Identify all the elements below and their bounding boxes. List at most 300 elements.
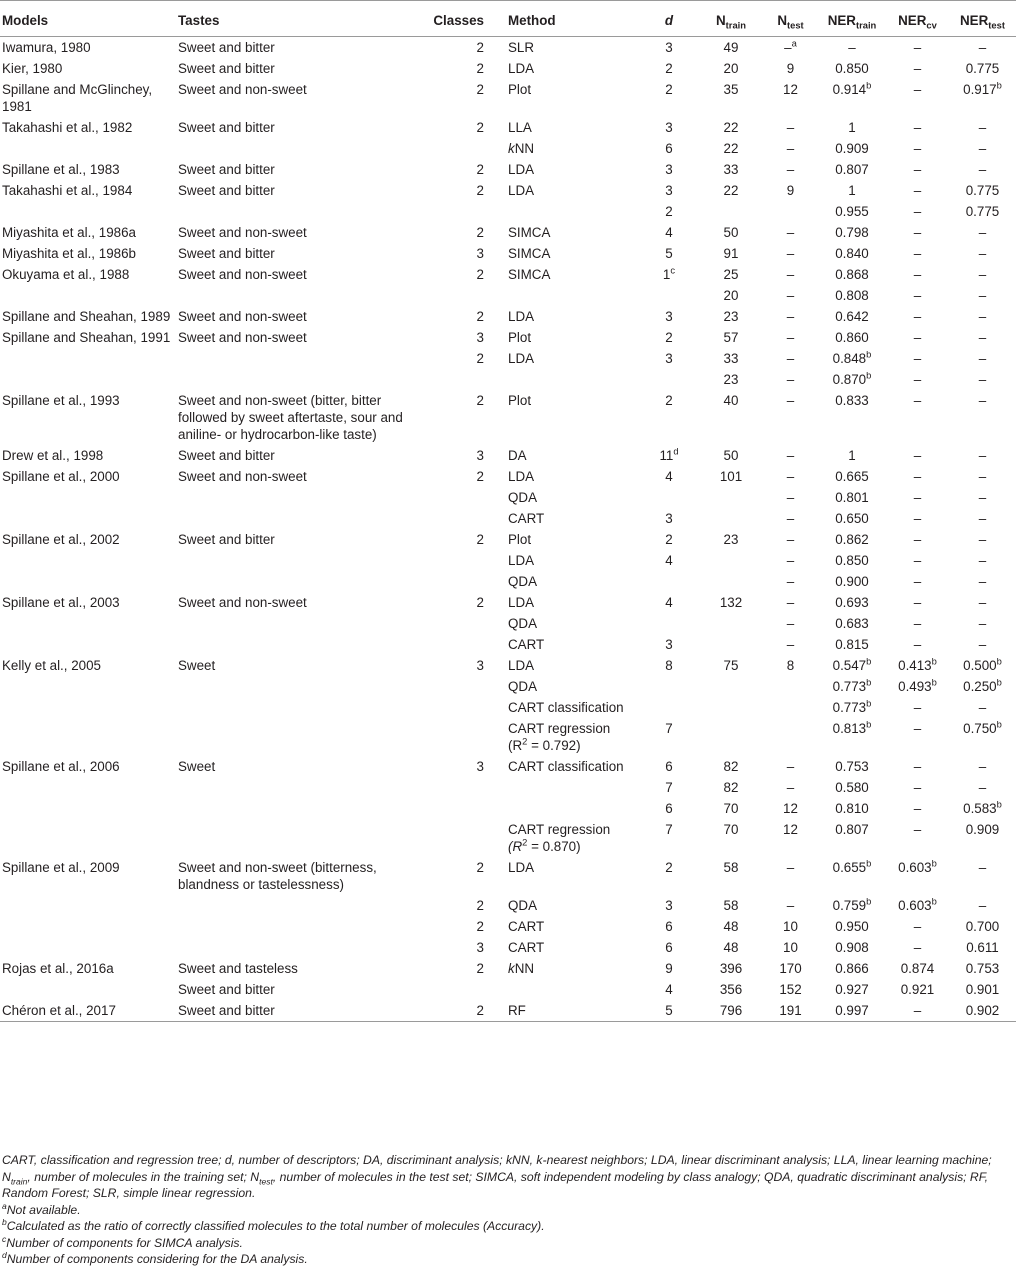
cell-method: CART classification [508, 700, 624, 715]
cell-method: QDA [508, 490, 538, 505]
cell-d: 2 [665, 204, 673, 219]
table-row [0, 327, 1016, 348]
cell-d: 2 [665, 82, 673, 97]
cell-nertrain: 0.840 [835, 246, 869, 261]
cell-classes: 2 [476, 1003, 484, 1018]
cell-classes [422, 508, 508, 529]
cell-taste [178, 369, 422, 390]
cell-nercv: – [913, 141, 922, 156]
cell-method [508, 285, 639, 306]
cell-method: LDA [508, 860, 535, 875]
cell-method: LDA [508, 469, 535, 484]
cell-model [0, 138, 178, 159]
cell-nercv: – [913, 469, 922, 484]
cell-nercv: – [913, 120, 922, 135]
footnote-c: $^c$Number of components for SIMCA analysis. [2, 1233, 243, 1250]
cell-nercv: 0.603$^b$ [898, 896, 937, 913]
table-row [0, 592, 1016, 613]
cell-ntrain: 23 [723, 532, 739, 547]
cell-ntrain: 396 [719, 961, 743, 976]
table-row [0, 718, 1016, 756]
cell-nercv: – [913, 616, 922, 631]
cell-d: 3 [665, 351, 673, 366]
cell-ntrain: 23 [723, 372, 739, 387]
cell-taste: Sweet and non-sweet [178, 82, 307, 97]
cell-model [0, 819, 178, 857]
table-row [0, 466, 1016, 487]
cell-classes: 3 [476, 658, 484, 673]
cell-classes: 2 [476, 225, 484, 240]
cell-ntest [763, 697, 818, 718]
cell-ntest: – [786, 595, 795, 610]
cell-d [639, 369, 699, 390]
cell-ntest: 10 [783, 940, 798, 955]
table-row [0, 37, 1016, 59]
cell-nercv: – [913, 372, 922, 387]
cell-taste [178, 550, 422, 571]
cell-classes [422, 697, 508, 718]
cell-classes: 2 [476, 469, 484, 484]
cell-nertrain: 0.866 [835, 961, 869, 976]
cell-ntrain: 91 [723, 246, 739, 261]
cell-nertest: 0.583$^b$ [963, 799, 1002, 816]
table-row [0, 550, 1016, 571]
cell-d: 3 [665, 40, 673, 55]
cell-ntest: – [786, 860, 795, 875]
table-row [0, 79, 1016, 117]
table-row [0, 445, 1016, 466]
cell-ntest: – [786, 372, 795, 387]
cell-method: CART [508, 637, 545, 652]
cell-d: 6 [665, 919, 673, 934]
cell-ntrain: 356 [719, 982, 743, 997]
table-row [0, 369, 1016, 390]
cell-nertrain: – [848, 40, 856, 55]
cell-classes [422, 571, 508, 592]
cell-ntrain: 49 [723, 40, 739, 55]
table-row [0, 916, 1016, 937]
cell-taste: Sweet and bitter [178, 246, 275, 261]
table-row [0, 634, 1016, 655]
cell-model: Rojas et al., 2016a [2, 961, 114, 976]
cell-taste: Sweet and bitter [178, 40, 275, 55]
cell-ntrain: 22 [723, 183, 739, 198]
cell-ntest: – [786, 448, 795, 463]
cell-nertest: – [978, 372, 987, 387]
cell-method [508, 777, 639, 798]
cell-nertrain: 0.798 [835, 225, 869, 240]
cell-d: 6 [665, 940, 673, 955]
cell-d: 11$^d$ [659, 446, 679, 463]
cell-nertest: – [978, 469, 987, 484]
cell-d [639, 487, 699, 508]
cell-d [639, 613, 699, 634]
cell-nertest: – [978, 225, 987, 240]
cell-ntrain: 22 [723, 120, 739, 135]
cell-classes: 2 [476, 393, 484, 408]
header-d: d [664, 13, 674, 28]
cell-nertrain: 0.642 [835, 309, 869, 324]
cell-classes: 2 [476, 309, 484, 324]
cell-taste [178, 508, 422, 529]
cell-taste: Sweet and bitter [178, 162, 275, 177]
cell-classes [422, 718, 508, 756]
cell-d: 3 [665, 898, 673, 913]
cell-method: CART [508, 940, 545, 955]
cell-d [639, 285, 699, 306]
cell-ntest: – [786, 309, 795, 324]
cell-nertest: 0.611 [966, 940, 999, 955]
cell-d [639, 697, 699, 718]
cell-taste [178, 819, 422, 857]
cell-method: CART [508, 511, 545, 526]
cell-nercv: – [913, 246, 922, 261]
cell-nertrain: 0.810 [835, 801, 869, 816]
table-row [0, 613, 1016, 634]
cell-ntest [763, 718, 818, 756]
cell-ntrain: 25 [723, 267, 739, 282]
cell-ntrain: 50 [723, 448, 739, 463]
cell-classes: 3 [476, 448, 484, 463]
cell-model: Okuyama et al., 1988 [2, 267, 130, 282]
cell-ntrain: 57 [723, 330, 739, 345]
cell-nertrain: 0.868 [835, 267, 869, 282]
cell-d: 6 [665, 141, 673, 156]
cell-nertest: – [978, 574, 987, 589]
cell-ntest: 10 [783, 919, 798, 934]
cell-ntrain: 35 [723, 82, 739, 97]
cell-ntrain [699, 550, 763, 571]
cell-ntest: – [786, 637, 795, 652]
cell-ntest: – [786, 574, 795, 589]
cell-method: LDA [508, 309, 535, 324]
header-tastes: Tastes [178, 13, 220, 28]
cell-method: kNN [508, 141, 535, 156]
cell-nercv: – [913, 700, 922, 715]
cell-classes: 2 [476, 898, 484, 913]
cell-ntest: 170 [779, 961, 802, 976]
cell-ntrain [699, 634, 763, 655]
cell-model: Spillane et al., 2002 [2, 532, 120, 547]
cell-method: LDA [508, 595, 535, 610]
footnote-b: $^b$Calculated as the ratio of correctly classified molecules to the total number of molecules (Accuracy). [2, 1216, 545, 1233]
cell-nertest: 0.250$^b$ [963, 677, 1002, 694]
cell-nertrain: 0.870$^b$ [832, 370, 872, 387]
cell-ntest: –$^a$ [784, 38, 797, 55]
cell-nertest: – [978, 288, 987, 303]
cell-nertrain: 0.909 [835, 141, 869, 156]
cell-nertest: – [978, 162, 987, 177]
cell-nercv: – [913, 721, 922, 736]
cell-nertrain: 0.955 [835, 204, 869, 219]
cell-nertrain: 0.850 [835, 61, 869, 76]
cell-ntrain: 75 [723, 658, 739, 673]
cell-nertrain: 1 [848, 448, 856, 463]
cell-nertrain: 0.850 [835, 553, 869, 568]
table-row [0, 58, 1016, 79]
cell-model [0, 777, 178, 798]
cell-method: QDA [508, 898, 538, 913]
cell-classes [422, 819, 508, 857]
cell-d: 2 [665, 860, 673, 875]
header-nertrain: $NER_{train}$ [827, 13, 877, 31]
cell-nertrain: 0.813$^b$ [832, 719, 872, 736]
cell-ntest: 12 [783, 822, 798, 837]
cell-d: 7 [665, 721, 673, 736]
cell-ntrain [699, 508, 763, 529]
cell-nertest: – [978, 511, 987, 526]
table-body [0, 37, 1016, 1022]
cell-d: 2 [665, 61, 673, 76]
cell-method: QDA [508, 679, 538, 694]
table-row [0, 138, 1016, 159]
cell-ntrain [699, 571, 763, 592]
table-row [0, 180, 1016, 201]
cell-ntest: – [786, 553, 795, 568]
cell-ntest: – [786, 511, 795, 526]
header-ntest: $N_{test}$ [777, 13, 804, 31]
table-row [0, 571, 1016, 592]
cell-model: Drew et al., 1998 [2, 448, 104, 463]
cell-nertest: 0.753 [965, 961, 1000, 976]
cell-taste: Sweet and bitter [178, 183, 275, 198]
cell-ntest: 191 [779, 1003, 802, 1018]
table-row [0, 264, 1016, 285]
cell-nertest: – [978, 553, 987, 568]
cell-nercv: – [913, 940, 922, 955]
cell-nertrain: 1 [848, 120, 856, 135]
cell-model: Chéron et al., 2017 [2, 1003, 116, 1018]
cell-classes: 3 [476, 330, 484, 345]
cell-model: Spillane and Sheahan, 1989 [2, 309, 171, 324]
cell-ntrain: 22 [723, 141, 739, 156]
cell-ntrain: 48 [723, 919, 739, 934]
cell-classes [422, 369, 508, 390]
cell-classes: 2 [476, 532, 484, 547]
cell-taste: Sweet and non-sweet [178, 267, 307, 282]
cell-taste: Sweet [178, 759, 216, 774]
cell-nertest: – [978, 780, 987, 795]
cell-nertrain: 0.914$^b$ [832, 80, 872, 97]
cell-nertrain: 0.927 [835, 982, 869, 997]
cell-nercv: – [913, 288, 922, 303]
header-models: Models [2, 13, 49, 28]
cell-method: CART regression $(R^2 = 0.792)$ [508, 721, 611, 753]
cell-model: Spillane et al., 2006 [2, 759, 120, 774]
cell-ntrain [699, 201, 763, 222]
cell-nercv: – [913, 780, 922, 795]
cell-nertest: 0.775 [965, 183, 1000, 198]
cell-nertrain: 0.997 [835, 1003, 869, 1018]
cell-model [0, 697, 178, 718]
cell-method: Plot [508, 393, 532, 408]
cell-classes: 2 [476, 860, 484, 875]
cell-model [0, 201, 178, 222]
cell-taste [178, 697, 422, 718]
cell-method: LDA [508, 183, 535, 198]
cell-classes [422, 798, 508, 819]
cell-nertrain: 0.862 [835, 532, 869, 547]
cell-nertest: – [978, 309, 987, 324]
cell-classes: 2 [476, 267, 484, 282]
cell-nertest: – [978, 490, 987, 505]
cell-model [0, 895, 178, 916]
cell-d: 3 [665, 309, 673, 324]
cell-nertrain: 0.801 [835, 490, 869, 505]
cell-nercv: – [913, 919, 922, 934]
r-squared-note: $(R^2 = 0.792)$ [508, 736, 581, 753]
cell-nertrain: 0.580 [835, 780, 869, 795]
cell-d: 7 [665, 822, 673, 837]
cell-nercv: – [913, 40, 922, 55]
cell-nercv: – [913, 532, 922, 547]
cell-classes [422, 550, 508, 571]
cell-nertest: 0.775 [965, 204, 1000, 219]
cell-ntest: – [786, 288, 795, 303]
cell-ntest: 9 [786, 183, 795, 198]
cell-nercv: – [913, 393, 922, 408]
cell-taste [178, 937, 422, 958]
cell-ntrain: 70 [723, 801, 739, 816]
cell-nertrain: 0.815 [835, 637, 869, 652]
cell-ntest: 9 [786, 61, 795, 76]
cell-ntest: – [786, 490, 795, 505]
cell-nertest: 0.750$^b$ [963, 719, 1002, 736]
cell-model [0, 508, 178, 529]
cell-nercv: – [913, 574, 922, 589]
table-row [0, 857, 1016, 895]
cell-method: CART classification [508, 759, 624, 774]
cell-classes: 3 [476, 246, 484, 261]
cell-taste: Sweet and bitter [178, 1003, 275, 1018]
cell-nertrain: 0.665 [835, 469, 869, 484]
cell-ntest: – [786, 162, 795, 177]
cell-nertrain: 0.773$^b$ [832, 698, 872, 715]
table-row [0, 1000, 1016, 1022]
cell-model: Takahashi et al., 1984 [2, 183, 133, 198]
cell-taste [178, 895, 422, 916]
cell-model [0, 916, 178, 937]
cell-nertrain: 0.753 [835, 759, 869, 774]
header-row [0, 1, 1016, 37]
table-row [0, 243, 1016, 264]
cell-d: 5 [665, 1003, 673, 1018]
cell-taste [178, 138, 422, 159]
cell-ntest: 152 [779, 982, 802, 997]
cell-classes [422, 487, 508, 508]
cell-d: 4 [665, 225, 673, 240]
cell-nercv: – [913, 82, 922, 97]
cell-classes: 2 [476, 120, 484, 135]
cell-taste: Sweet and bitter [178, 982, 275, 997]
cell-ntest: – [786, 330, 795, 345]
header-method: Method [508, 13, 556, 28]
cell-taste [178, 348, 422, 369]
cell-ntrain: 48 [723, 940, 739, 955]
cell-nercv: – [913, 801, 922, 816]
cell-nertrain: 0.759$^b$ [832, 896, 872, 913]
cell-nertrain: 0.547$^b$ [832, 656, 872, 673]
cell-d: 8 [665, 658, 673, 673]
cell-nertrain: 0.655$^b$ [832, 858, 872, 875]
cell-method: LLA [508, 120, 532, 135]
cell-classes: 3 [476, 940, 484, 955]
cell-d: 2 [665, 532, 673, 547]
table-row [0, 979, 1016, 1000]
cell-taste: Sweet and bitter [178, 448, 275, 463]
table-row [0, 159, 1016, 180]
cell-model: Miyashita et al., 1986a [2, 225, 136, 240]
cell-method: SIMCA [508, 246, 551, 261]
cell-model: Kier, 1980 [2, 61, 63, 76]
cell-nertrain: 0.693 [835, 595, 869, 610]
cell-method [508, 798, 639, 819]
cell-ntrain: 20 [723, 61, 739, 76]
cell-nertrain: 0.908 [835, 940, 869, 955]
cell-ntrain: 796 [719, 1003, 743, 1018]
cell-classes: 3 [476, 759, 484, 774]
cell-taste: Sweet and non-sweet [178, 330, 307, 345]
cell-model: Spillane and Sheahan, 1991 [2, 330, 171, 345]
cell-ntrain [699, 613, 763, 634]
table-row [0, 937, 1016, 958]
table-row [0, 756, 1016, 777]
cell-nertrain: 0.833 [835, 393, 869, 408]
cell-taste [178, 777, 422, 798]
cell-nercv: – [913, 637, 922, 652]
cell-model: Spillane et al., 1993 [2, 393, 120, 408]
cell-taste: Sweet and non-sweet [178, 225, 307, 240]
cell-ntrain: 33 [723, 351, 739, 366]
cell-method: LDA [508, 658, 535, 673]
cell-classes: 2 [476, 82, 484, 97]
cell-method: QDA [508, 616, 538, 631]
cell-method: LDA [508, 553, 535, 568]
cell-model: Takahashi et al., 1982 [2, 120, 133, 135]
cell-ntest: – [786, 351, 795, 366]
cell-model: Spillane and McGlinchey, 1981 [2, 82, 153, 114]
cell-taste: Sweet and bitter [178, 61, 275, 76]
cell-model [0, 348, 178, 369]
cell-model [0, 571, 178, 592]
cell-nertest: – [978, 120, 987, 135]
cell-nertrain: 0.848$^b$ [832, 349, 872, 366]
cell-nercv: – [913, 330, 922, 345]
cell-ntest: – [786, 141, 795, 156]
cell-ntrain: 50 [723, 225, 739, 240]
cell-nertest: – [978, 532, 987, 547]
cell-taste [178, 916, 422, 937]
cell-nercv: – [913, 225, 922, 240]
cell-nercv: – [913, 822, 922, 837]
cell-nercv: – [913, 351, 922, 366]
cell-model [0, 798, 178, 819]
cell-nertest: – [978, 40, 987, 55]
cell-d: 2 [665, 330, 673, 345]
cell-classes [422, 201, 508, 222]
cell-nertest: – [978, 759, 987, 774]
cell-ntrain [699, 676, 763, 697]
cell-ntrain: 132 [719, 595, 743, 610]
cell-nertrain: 0.950 [835, 919, 869, 934]
cell-taste: Sweet and bitter [178, 532, 275, 547]
cell-d: 2 [665, 393, 673, 408]
cell-nercv: – [913, 759, 922, 774]
cell-model: Iwamura, 1980 [2, 40, 91, 55]
cell-nercv: 0.603$^b$ [898, 858, 937, 875]
cell-nertrain: 0.650 [835, 511, 869, 526]
cell-nercv: – [913, 162, 922, 177]
